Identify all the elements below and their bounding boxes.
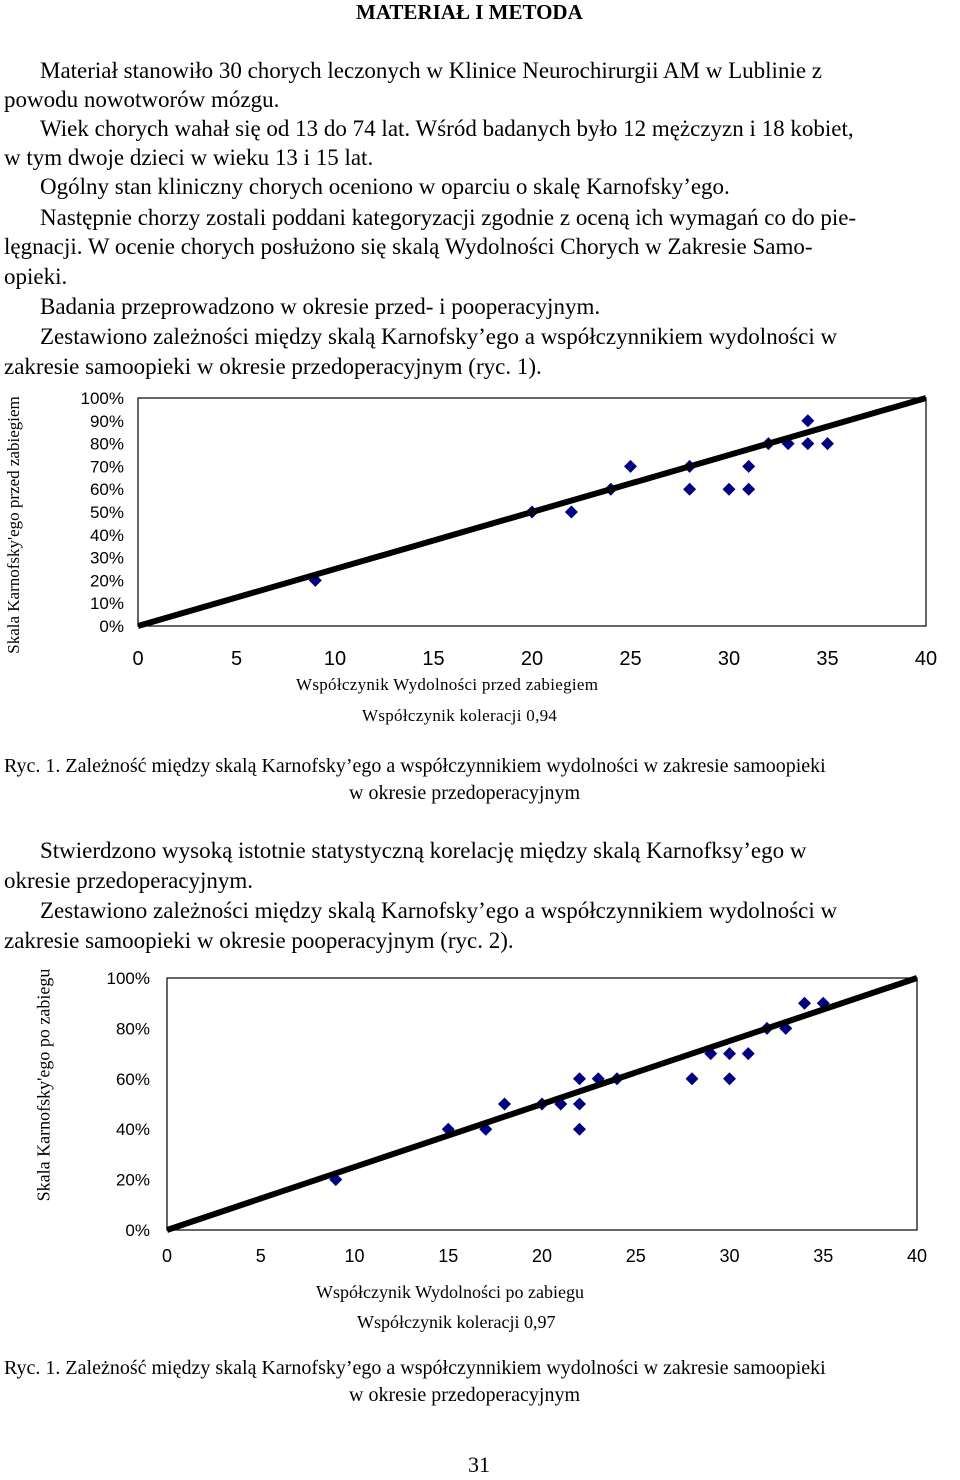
chart-1-correlation-note: Współczynik koleracji 0,94 — [362, 706, 558, 725]
y-tick-label: 60% — [115, 1069, 150, 1089]
data-point — [498, 1098, 511, 1111]
x-tick-label: 25 — [619, 648, 642, 670]
figure-1-caption-line: Ryc. 1. Zależność między skalą Karnofsky’ego a współczynnikiem wydolności w zakresie samoopieki — [4, 755, 826, 777]
data-point — [723, 483, 736, 496]
x-tick-label: 20 — [520, 648, 544, 670]
x-tick-label: 5 — [255, 1246, 266, 1266]
x-tick-label: 35 — [813, 1246, 834, 1266]
x-tick-label: 30 — [717, 648, 741, 670]
chart-1-plot — [0, 380, 960, 680]
y-tick-label: 20% — [115, 1170, 150, 1190]
data-point — [723, 1072, 736, 1085]
text-line: zakresie samoopieki w okresie pooperacyjnym (ryc. 2). — [4, 928, 514, 953]
section-heading: MATERIAŁ I METODA — [356, 0, 583, 24]
chart-2-ylabel: Skala Karnofsky'ego po zabiegu — [33, 968, 54, 1202]
data-point — [742, 483, 755, 496]
x-tick-label: 40 — [914, 648, 938, 670]
data-point — [573, 1123, 586, 1136]
x-tick-label: 0 — [132, 648, 144, 670]
chart-1-ylabel: Skala Karnofsky'ego przed zabiegiem — [4, 396, 23, 654]
figure-2-caption-line: w okresie przedoperacyjnym — [349, 1384, 581, 1406]
y-tick-label: 70% — [89, 457, 124, 477]
text-line: w tym dwoje dzieci w wieku 13 i 15 lat. — [4, 145, 374, 170]
x-tick-label: 40 — [906, 1246, 928, 1266]
data-point — [821, 437, 834, 450]
y-tick-label: 80% — [89, 434, 124, 454]
x-tick-label: 25 — [625, 1246, 646, 1266]
data-point — [565, 506, 578, 519]
y-tick-label: 20% — [89, 571, 124, 591]
x-tick-label: 35 — [816, 648, 839, 670]
text-line: lęgnacji. W ocenie chorych posłużono się skalą Wydolności Chorych w Zakresie Samo- — [4, 234, 813, 259]
x-tick-label: 10 — [323, 648, 347, 670]
text-line: Stwierdzono wysoką istotnie statystyczną korelację między skalą Karnofksy’ego w — [40, 838, 807, 863]
y-tick-label: 80% — [115, 1019, 150, 1039]
figure-2-caption-line: Ryc. 1. Zależność między skalą Karnofsky’ego a współczynnikiem wydolności w zakresie samoopieki — [4, 1357, 826, 1379]
trend-line — [167, 978, 917, 1230]
text-line: Wiek chorych wahał się od 13 do 74 lat. Wśród badanych było 12 mężczyzn i 18 kobiet, — [40, 116, 854, 141]
chart-2-correlation-note: Współczynik koleracji 0,97 — [357, 1312, 556, 1332]
data-point — [801, 414, 814, 427]
data-point — [798, 997, 811, 1010]
data-point — [742, 1047, 755, 1060]
text-line: Zestawiono zależności między skalą Karnofsky’ego a współczynnikiem wydolności w — [40, 324, 838, 349]
text-line: Materiał stanowiło 30 chorych leczonych w Klinice Neurochirurgii AM w Lublinie z — [40, 58, 822, 83]
y-tick-label: 30% — [89, 548, 124, 568]
chart-1-xlabel: Współczynik Wydolności przed zabiegiem — [296, 675, 599, 694]
data-point — [801, 437, 814, 450]
data-point — [723, 1047, 736, 1060]
text-line: okresie przedoperacyjnym. — [4, 868, 254, 893]
y-tick-label: 90% — [89, 411, 124, 431]
text-line: Następnie chorzy zostali poddani kategoryzacji zgodnie z oceną ich wymagań co do pie- — [40, 205, 857, 230]
data-point — [573, 1072, 586, 1085]
data-point — [686, 1072, 699, 1085]
chart-2-plot — [0, 960, 960, 1270]
text-line: powodu nowotworów mózgu. — [4, 87, 280, 112]
x-tick-label: 30 — [719, 1246, 740, 1266]
y-tick-label: 50% — [89, 503, 124, 522]
trend-line — [138, 398, 926, 626]
x-tick-label: 15 — [422, 648, 445, 670]
data-point — [573, 1098, 586, 1111]
text-line: Zestawiono zależności między skalą Karnofsky’ego a współczynnikiem wydolności w — [40, 898, 838, 923]
text-line: Badania przeprowadzono w okresie przed- i pooperacyjnym. — [40, 294, 601, 319]
x-tick-label: 0 — [161, 1246, 173, 1266]
data-point — [624, 460, 637, 473]
text-line: opieki. — [4, 264, 68, 289]
y-tick-label: 60% — [89, 480, 124, 500]
data-point — [683, 483, 696, 496]
x-tick-label: 10 — [344, 1246, 365, 1266]
y-tick-label: 0% — [125, 1221, 150, 1240]
page-number: 31 — [468, 1452, 490, 1477]
y-tick-label: 100% — [80, 389, 124, 408]
x-tick-label: 20 — [531, 1246, 553, 1266]
data-point — [742, 460, 755, 473]
text-line: zakresie samoopieki w okresie przedoperacyjnym (ryc. 1). — [4, 354, 542, 379]
y-tick-label: 10% — [89, 594, 124, 614]
y-tick-label: 40% — [115, 1120, 150, 1140]
chart-2-xlabel: Współczynik Wydolności po zabiegu — [316, 1282, 585, 1302]
x-tick-label: 5 — [230, 648, 243, 670]
figure-1-caption-line: w okresie przedoperacyjnym — [349, 782, 581, 804]
text-line: Ogólny stan kliniczny chorych oceniono w oparciu o skalę Karnofsky’ego. — [40, 174, 730, 199]
x-tick-label: 15 — [438, 1246, 459, 1266]
y-tick-label: 100% — [106, 969, 150, 988]
y-tick-label: 0% — [99, 617, 124, 636]
y-tick-label: 40% — [89, 525, 124, 545]
